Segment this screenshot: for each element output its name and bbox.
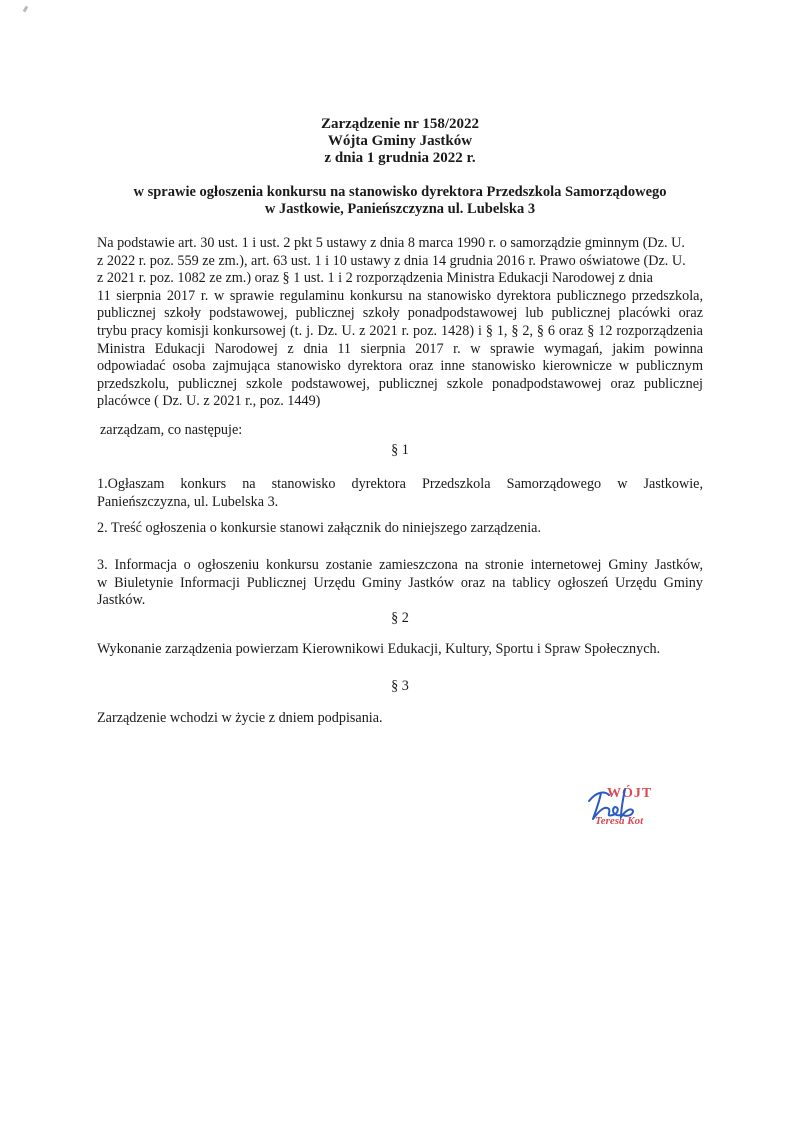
preamble-line: Ministra Edukacji Narodowej z dnia 11 sierpnia 2017 r. w sprawie wymagań, jakim powinna: [97, 340, 703, 357]
preamble-line: z 2021 r. poz. 1082 ze zm.) oraz § 1 ust. 1 i 2 rozporządzenia Ministra Edukacji Narodowej z dnia: [97, 270, 653, 287]
section-2-symbol: § 2: [391, 610, 409, 626]
preamble-line: 11 sierpnia 2017 r. w sprawie regulaminu konkursu na stanowisko dyrektora publicznego przedszkola,: [97, 287, 703, 304]
item-line: w Biuletynie Informacji Publicznej Urzędu Gminy Jastków oraz na tablicy ogłoszeń Urzędu Gminy: [97, 574, 703, 591]
preamble-line: placówce ( Dz. U. z 2021 r., poz. 1449): [97, 393, 321, 410]
item-line: Panieńszczyzna, ul. Lubelska 3.: [97, 493, 279, 510]
document-date: z dnia 1 grudnia 2022 r.: [324, 150, 476, 166]
item-line: 2. Treść ogłoszenia o konkursie stanowi załącznik do niniejszego zarządzenia.: [97, 520, 542, 536]
preamble-line: przedszkolu, publicznej szkole podstawowej, publicznej szkole ponadpodstawowej oraz publicznej: [97, 375, 703, 392]
decree-phrase: zarządzam, co następuje:: [100, 422, 243, 438]
subject-line-2: w Jastkowie, Panieńszczyzna ul. Lubelska 3: [264, 201, 536, 217]
section-3-symbol: § 3: [391, 678, 409, 694]
document-issuer: Wójta Gminy Jastków: [327, 133, 473, 149]
scan-speck: [23, 6, 29, 13]
section-3-text: Zarządzenie wchodzi w życie z dniem podpisania.: [97, 710, 383, 726]
section-1-item-1: [97, 476, 703, 511]
section-1-item-3: [97, 557, 703, 610]
preamble: [97, 235, 703, 411]
item-line: 3. Informacja o ogłoszeniu konkursu zostanie zamieszczona na stronie internetowej Gminy Jastków,: [97, 557, 703, 573]
preamble-line: Na podstawie art. 30 ust. 1 i ust. 2 pkt 5 ustawy z dnia 8 marca 1990 r. o samorządzie gminnym (Dz. U.: [97, 235, 685, 251]
preamble-line: trybu pracy komisji konkursowej (t. j. Dz. U. z 2021 r. poz. 1428) i § 1, § 2, § 6 oraz § 12 rozporządzenia: [97, 322, 703, 339]
preamble-line: z 2022 r. poz. 559 ze zm.), art. 63 ust. 1 i 10 ustawy z dnia 14 grudnia 2016 r. Prawo oświatowe (Dz. U.: [97, 252, 686, 269]
signature-block: [575, 783, 685, 843]
section-1-symbol: § 1: [391, 442, 409, 458]
section-2-text: Wykonanie zarządzenia powierzam Kierownikowi Edukacji, Kultury, Sportu i Spraw Społecznych.: [97, 641, 661, 657]
preamble-line: odpowiadać osoba zajmująca stanowisko dyrektora oraz inne stanowisko kierownicze w publicznym: [97, 358, 703, 375]
item-line: 1.Ogłaszam konkurs na stanowisko dyrektora Przedszkola Samorządowego w Jastkowie,: [97, 476, 703, 492]
stamp-title: WÓJT: [607, 786, 653, 801]
item-line: Jastków.: [97, 592, 146, 609]
preamble-line: publicznej szkoły podstawowej, publicznej szkoły ponadpodstawowej lub publicznej placówki oraz: [97, 305, 703, 322]
stamp-name: Teresa Kot: [595, 815, 644, 827]
subject-line-1: w sprawie ogłoszenia konkursu na stanowisko dyrektora Przedszkola Samorządowego: [133, 184, 667, 200]
document-title: Zarządzenie nr 158/2022: [320, 116, 480, 132]
section-1-item-2: [97, 520, 703, 538]
